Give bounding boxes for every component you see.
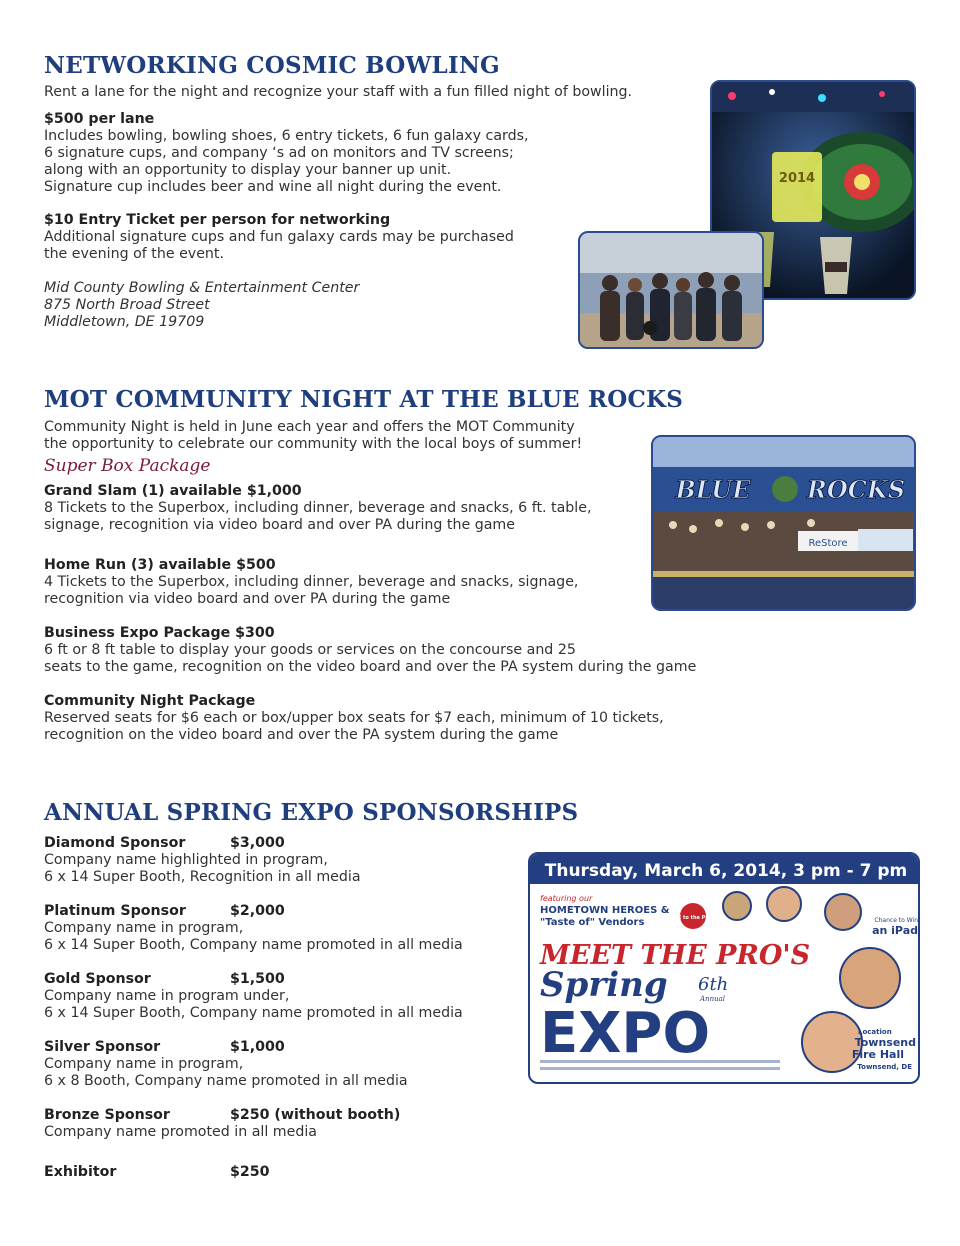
sponsor-tier-desc: 6 x 8 Booth, Company name promoted in all media: [44, 1073, 408, 1089]
stadium-banner-text: ReStore: [808, 538, 848, 549]
sponsor-tier-desc: Company name in program,: [44, 920, 244, 936]
sponsor-tier-price: $250 (without booth): [230, 1107, 401, 1123]
bowling-intro: Rent a lane for the night and recognize your staff with a fun filled night of bowling.: [44, 84, 633, 100]
bowling-ticket-line: Additional signature cups and fun galaxy cards may be purchased: [44, 229, 514, 245]
bowling-lane-line: Includes bowling, bowling shoes, 6 entry tickets, 6 fun galaxy cards,: [44, 128, 529, 144]
bowling-lane-line: along with an opportunity to display your banner up unit.: [44, 162, 452, 178]
flyer-location-label: Location: [858, 1028, 892, 1036]
package-desc: Reserved seats for $6 each or box/upper box seats for $7 each, minimum of 10 tickets,: [44, 710, 664, 726]
sponsor-tier-desc: Company name highlighted in program,: [44, 852, 328, 868]
package-desc: recognition on the video board and over the PA system during the game: [44, 727, 559, 743]
blue-rocks-intro: Community Night is held in June each year and offers the MOT Community: [44, 419, 575, 435]
package-desc: signage, recognition via video board and over PA during the game: [44, 517, 515, 533]
sponsor-tier-desc: 6 x 14 Super Booth, Company name promoted in all media: [44, 1005, 463, 1021]
sponsor-tier-row: [44, 1107, 401, 1123]
flyer-location-line1: Townsend: [854, 1036, 916, 1049]
bowling-ticket-price: $10 Entry Ticket per person for networking: [44, 212, 391, 228]
stadium-sign-left: BLUE: [675, 475, 751, 504]
flyer-date-line: Thursday, March 6, 2014, 3 pm - 7 pm: [544, 861, 908, 881]
expo-section-title: ANNUAL SPRING EXPO SPONSORSHIPS: [44, 799, 579, 826]
flyer-art: [530, 854, 920, 1084]
flyer-free-badge-text: FREE to the Public: [667, 915, 719, 921]
flyer-ipad-line2: an iPad: [872, 924, 918, 937]
sponsor-tier-row: [44, 1039, 285, 1055]
flyer-spring: Spring: [540, 965, 668, 1005]
cup-year-text: 2014: [778, 171, 816, 186]
sponsor-tier-price: $1,000: [230, 1039, 285, 1055]
package-desc: 6 ft or 8 ft table to display your goods or services on the concourse and 25: [44, 642, 576, 658]
flyer-expo-word: EXPO: [540, 1001, 711, 1066]
venue-street: 875 North Broad Street: [44, 297, 210, 313]
flyer-featuring: featuring our: [540, 894, 593, 903]
package-desc: seats to the game, recognition on the video board and over the PA system during the game: [44, 659, 697, 675]
blue-rocks-stadium-photo: [651, 435, 916, 611]
venue-name: Mid County Bowling & Entertainment Center: [44, 280, 360, 296]
sponsor-tier-desc: 6 x 14 Super Booth, Company name promoted in all media: [44, 937, 463, 953]
package-name: Home Run (3) available $500: [44, 557, 276, 573]
bowling-group-photo-art: [580, 233, 764, 349]
flyer-heroes-line1: HOMETOWN HEROES &: [540, 905, 670, 916]
bowling-lane-price: $500 per lane: [44, 111, 155, 127]
sponsor-tier-desc: Company name promoted in all media: [44, 1124, 317, 1140]
flyer-headline: MEET THE PRO'S: [540, 940, 811, 971]
package-desc: 8 Tickets to the Superbox, including dinner, beverage and snacks, 6 ft. table,: [44, 500, 592, 516]
flyer-heroes-line2: "Taste of" Vendors: [540, 917, 645, 928]
sponsor-tier-name: Diamond Sponsor: [44, 835, 186, 851]
bowling-ticket-line: the evening of the event.: [44, 246, 224, 262]
sponsor-tier-row: [44, 835, 285, 851]
package-desc: 4 Tickets to the Superbox, including dinner, beverage and snacks, signage,: [44, 574, 579, 590]
blue-rocks-section-title: MOT COMMUNITY NIGHT AT THE BLUE ROCKS: [44, 386, 684, 413]
flyer-ipad-line1: Chance to Win: [874, 917, 918, 924]
package-name: Grand Slam (1) available $1,000: [44, 483, 302, 499]
package-heading: Super Box Package: [44, 456, 211, 476]
spring-expo-flyer: [528, 852, 920, 1084]
stadium-photo-art: [653, 437, 916, 611]
package-name: Community Night Package: [44, 693, 256, 709]
venue-city: Middletown, DE 19709: [44, 314, 205, 330]
sponsor-tier-name: Silver Sponsor: [44, 1039, 161, 1055]
blue-rocks-intro: the opportunity to celebrate our community with the local boys of summer!: [44, 436, 583, 452]
sponsor-tier-name: Gold Sponsor: [44, 971, 151, 987]
sponsor-tier-desc: Company name in program,: [44, 1056, 244, 1072]
sponsor-tier-name: Exhibitor: [44, 1164, 117, 1180]
bowling-lane-line: Signature cup includes beer and wine all night during the event.: [44, 179, 502, 195]
flyer-annual: Annual: [700, 995, 725, 1003]
sponsor-tier-price: $250: [230, 1164, 270, 1180]
flyer-location-line2: Fire Hall: [851, 1048, 904, 1061]
sponsor-tier-desc: Company name in program under,: [44, 988, 290, 1004]
sponsor-tier-name: Bronze Sponsor: [44, 1107, 170, 1123]
sponsor-tier-desc: 6 x 14 Super Booth, Recognition in all media: [44, 869, 361, 885]
package-desc: recognition via video board and over PA during the game: [44, 591, 451, 607]
flyer-sixth: 6th: [698, 974, 729, 995]
sponsor-tier-row: [44, 903, 285, 919]
package-name: Business Expo Package $300: [44, 625, 275, 641]
flyer-location-line3: Townsend, DE: [857, 1063, 912, 1071]
stadium-sign-right: ROCKS: [806, 475, 906, 504]
sponsor-tier-price: $3,000: [230, 835, 285, 851]
sponsor-tier-price: $2,000: [230, 903, 285, 919]
bowling-lane-line: 6 signature cups, and company ‘s ad on monitors and TV screens;: [44, 145, 514, 161]
bowling-section-title: NETWORKING COSMIC BOWLING: [44, 52, 500, 79]
sponsor-tier-name: Platinum Sponsor: [44, 903, 186, 919]
sponsor-tier-row: [44, 1164, 270, 1180]
sponsor-tier-price: $1,500: [230, 971, 285, 987]
bowling-group-photo: [578, 231, 764, 349]
sponsor-tier-row: [44, 971, 285, 987]
